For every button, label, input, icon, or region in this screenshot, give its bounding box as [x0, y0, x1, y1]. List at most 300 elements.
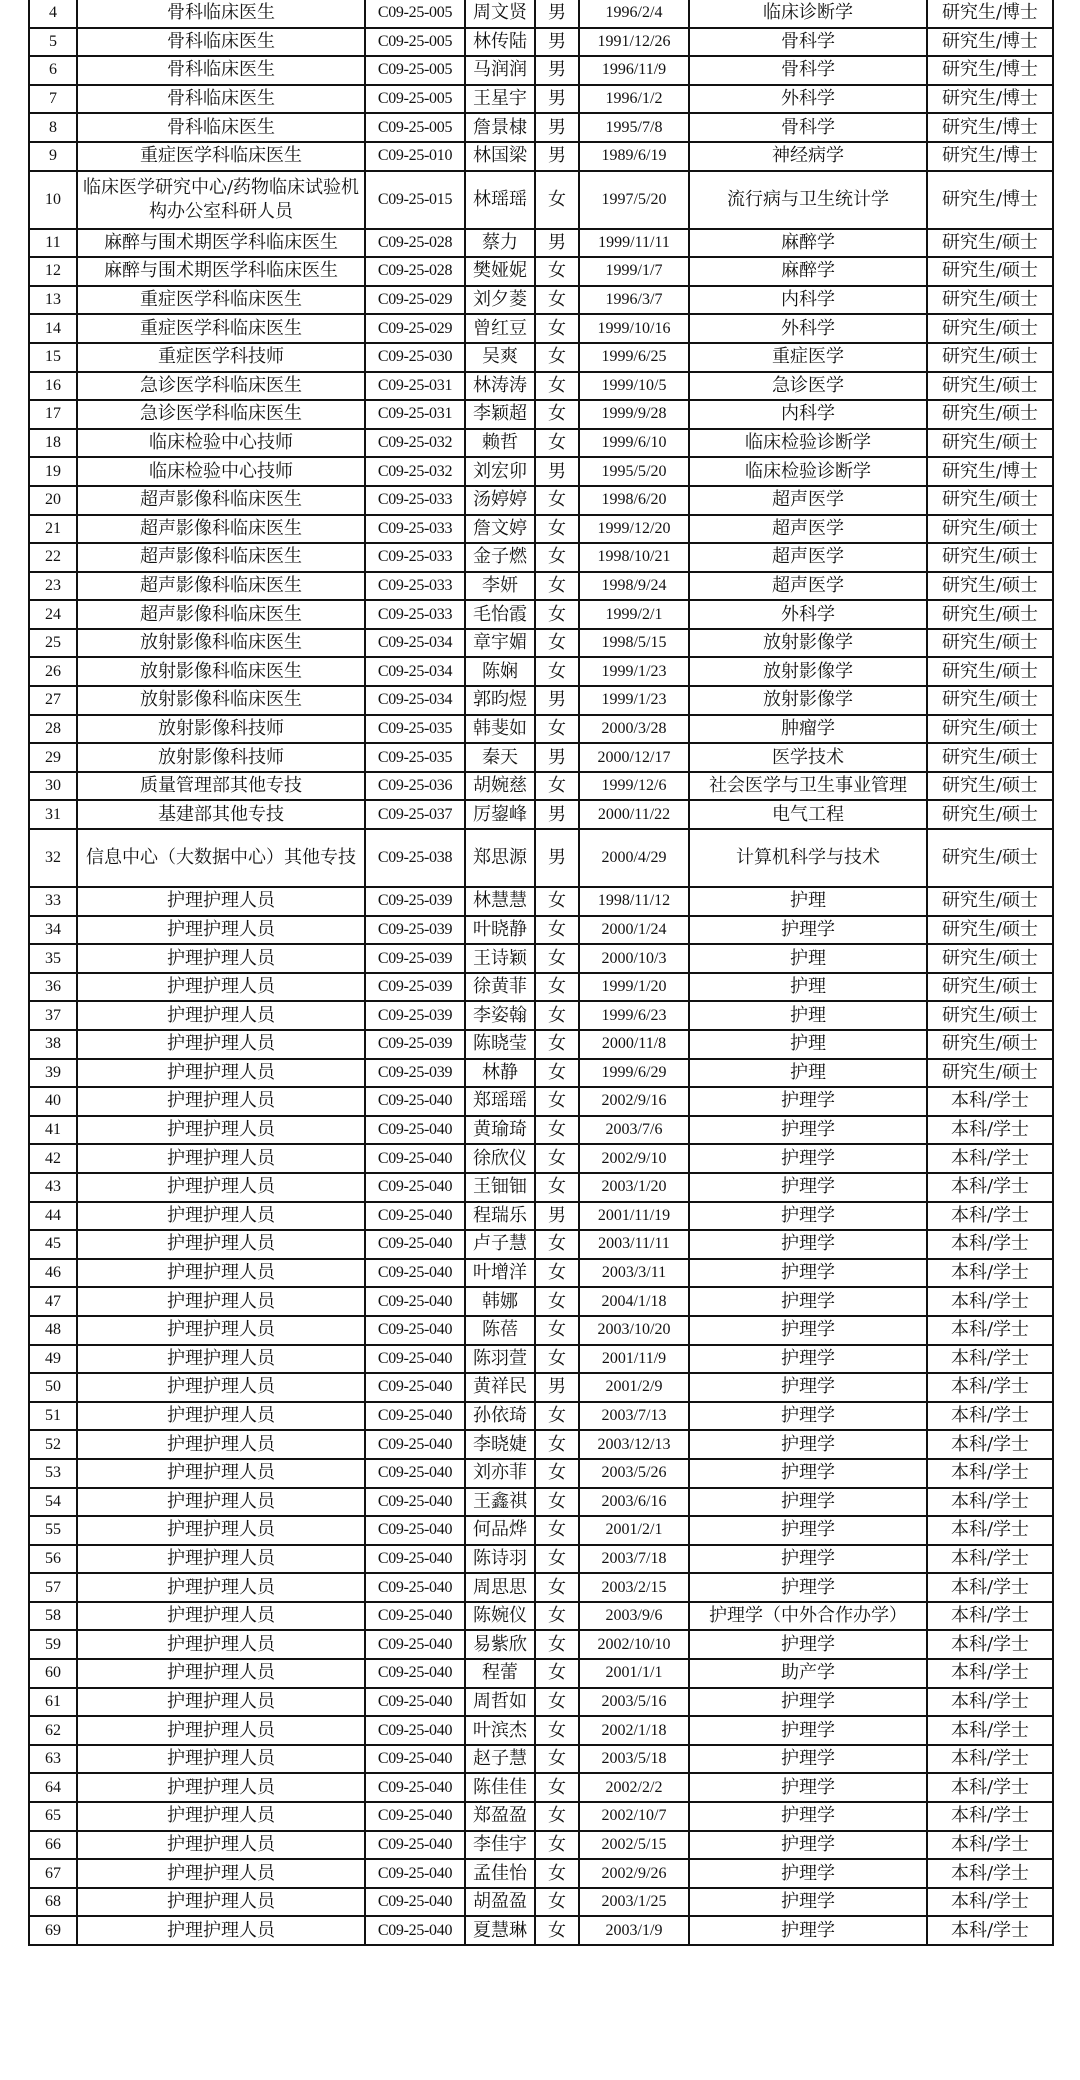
candidate-table: [28, 0, 1054, 1946]
cell-major: 护理学: [689, 1545, 927, 1574]
cell-position-code: C09-25-040: [365, 1916, 465, 1945]
cell-degree: 研究生/硕士: [927, 973, 1053, 1002]
cell-position: 护理护理人员: [77, 1459, 365, 1488]
cell-index: 29: [29, 743, 77, 772]
cell-gender: 女: [535, 629, 579, 658]
cell-index: 63: [29, 1745, 77, 1774]
table-body: [29, 0, 1053, 1945]
cell-index: 21: [29, 515, 77, 544]
table-row: [29, 1516, 1053, 1545]
cell-name: 孙依琦: [465, 1402, 535, 1431]
cell-birth-date: 2003/9/6: [579, 1602, 689, 1631]
cell-major: 护理学: [689, 1802, 927, 1831]
cell-birth-date: 1998/6/20: [579, 486, 689, 515]
cell-position-code: C09-25-040: [365, 1259, 465, 1288]
cell-major: 骨科学: [689, 56, 927, 85]
cell-degree: 研究生/硕士: [927, 343, 1053, 372]
table-row: [29, 257, 1053, 286]
cell-position: 护理护理人员: [77, 1545, 365, 1574]
cell-major: 护理学: [689, 1688, 927, 1717]
cell-position-code: C09-25-039: [365, 1001, 465, 1030]
cell-position: 护理护理人员: [77, 1630, 365, 1659]
cell-position-code: C09-25-040: [365, 1373, 465, 1402]
table-row: [29, 916, 1053, 945]
table-row: [29, 1059, 1053, 1088]
cell-position: 护理护理人员: [77, 1488, 365, 1517]
cell-degree: 研究生/博士: [927, 171, 1053, 229]
cell-degree: 研究生/博士: [927, 142, 1053, 171]
cell-name: 胡盈盈: [465, 1888, 535, 1917]
cell-gender: 女: [535, 343, 579, 372]
cell-degree: 研究生/博士: [927, 56, 1053, 85]
cell-gender: 男: [535, 800, 579, 829]
cell-position: 护理护理人员: [77, 1773, 365, 1802]
cell-position-code: C09-25-028: [365, 229, 465, 258]
cell-index: 41: [29, 1116, 77, 1145]
cell-position-code: C09-25-034: [365, 686, 465, 715]
cell-name: 徐欣仪: [465, 1144, 535, 1173]
cell-major: 超声医学: [689, 543, 927, 572]
cell-gender: 女: [535, 1402, 579, 1431]
cell-degree: 研究生/硕士: [927, 944, 1053, 973]
cell-gender: 女: [535, 1688, 579, 1717]
table-row: [29, 1688, 1053, 1717]
cell-position: 放射影像科临床医生: [77, 686, 365, 715]
cell-name: 赵子慧: [465, 1745, 535, 1774]
table-row: [29, 1545, 1053, 1574]
cell-degree: 本科/学士: [927, 1573, 1053, 1602]
cell-name: 叶晓静: [465, 916, 535, 945]
cell-index: 39: [29, 1059, 77, 1088]
cell-position: 护理护理人员: [77, 1916, 365, 1945]
cell-position: 护理护理人员: [77, 1659, 365, 1688]
cell-degree: 本科/学士: [927, 1173, 1053, 1202]
cell-name: 叶增洋: [465, 1259, 535, 1288]
cell-position: 护理护理人员: [77, 1173, 365, 1202]
cell-position-code: C09-25-039: [365, 1030, 465, 1059]
cell-major: 护理学: [689, 1859, 927, 1888]
cell-name: 刘亦菲: [465, 1459, 535, 1488]
cell-index: 7: [29, 85, 77, 114]
cell-birth-date: 1999/6/10: [579, 429, 689, 458]
cell-major: 护理学: [689, 1287, 927, 1316]
cell-position-code: C09-25-033: [365, 600, 465, 629]
cell-degree: 研究生/硕士: [927, 657, 1053, 686]
cell-birth-date: 1999/12/20: [579, 515, 689, 544]
table-row: [29, 772, 1053, 801]
cell-position-code: C09-25-034: [365, 657, 465, 686]
cell-degree: 本科/学士: [927, 1116, 1053, 1145]
cell-position-code: C09-25-033: [365, 543, 465, 572]
cell-name: 蔡力: [465, 229, 535, 258]
table-row: [29, 715, 1053, 744]
cell-birth-date: 2000/10/3: [579, 944, 689, 973]
cell-major: 电气工程: [689, 800, 927, 829]
cell-name: 郑思源: [465, 829, 535, 887]
cell-position: 护理护理人员: [77, 1087, 365, 1116]
cell-birth-date: 1999/6/25: [579, 343, 689, 372]
cell-position-code: C09-25-040: [365, 1888, 465, 1917]
cell-position: 护理护理人员: [77, 1430, 365, 1459]
cell-position-code: C09-25-033: [365, 486, 465, 515]
cell-name: 林涛涛: [465, 372, 535, 401]
cell-major: 麻醉学: [689, 257, 927, 286]
cell-position-code: C09-25-033: [365, 515, 465, 544]
cell-gender: 女: [535, 1659, 579, 1688]
cell-position: 护理护理人员: [77, 1373, 365, 1402]
cell-degree: 本科/学士: [927, 1459, 1053, 1488]
cell-gender: 男: [535, 28, 579, 57]
table-row: [29, 1831, 1053, 1860]
cell-index: 45: [29, 1230, 77, 1259]
cell-position: 骨科临床医生: [77, 56, 365, 85]
cell-degree: 研究生/硕士: [927, 887, 1053, 916]
cell-degree: 研究生/博士: [927, 85, 1053, 114]
cell-gender: 女: [535, 600, 579, 629]
cell-birth-date: 2000/3/28: [579, 715, 689, 744]
cell-position: 骨科临床医生: [77, 28, 365, 57]
cell-gender: 女: [535, 1602, 579, 1631]
cell-position-code: C09-25-031: [365, 372, 465, 401]
cell-index: 35: [29, 944, 77, 973]
cell-position-code: C09-25-040: [365, 1230, 465, 1259]
cell-major: 超声医学: [689, 486, 927, 515]
table-row: [29, 1716, 1053, 1745]
cell-index: 40: [29, 1087, 77, 1116]
table-row: [29, 1402, 1053, 1431]
cell-name: 章宇媚: [465, 629, 535, 658]
cell-birth-date: 2002/9/26: [579, 1859, 689, 1888]
cell-degree: 研究生/博士: [927, 113, 1053, 142]
cell-name: 樊娅妮: [465, 257, 535, 286]
cell-position-code: C09-25-040: [365, 1716, 465, 1745]
cell-birth-date: 1996/2/4: [579, 0, 689, 28]
cell-index: 11: [29, 229, 77, 258]
table-row: [29, 1373, 1053, 1402]
cell-birth-date: 1996/1/2: [579, 85, 689, 114]
cell-degree: 本科/学士: [927, 1087, 1053, 1116]
table-row: [29, 1116, 1053, 1145]
cell-birth-date: 1999/11/11: [579, 229, 689, 258]
cell-degree: 研究生/博士: [927, 457, 1053, 486]
table-row: [29, 1602, 1053, 1631]
cell-position: 护理护理人员: [77, 1688, 365, 1717]
cell-name: 陈婉仪: [465, 1602, 535, 1631]
table-row: [29, 1430, 1053, 1459]
cell-index: 38: [29, 1030, 77, 1059]
cell-gender: 男: [535, 229, 579, 258]
cell-major: 护理学: [689, 916, 927, 945]
cell-index: 54: [29, 1488, 77, 1517]
cell-position-code: C09-25-035: [365, 743, 465, 772]
cell-birth-date: 2001/11/19: [579, 1202, 689, 1231]
cell-major: 重症医学: [689, 343, 927, 372]
cell-position: 护理护理人员: [77, 1202, 365, 1231]
cell-degree: 研究生/硕士: [927, 800, 1053, 829]
cell-name: 黄祥民: [465, 1373, 535, 1402]
cell-name: 马润润: [465, 56, 535, 85]
cell-name: 程蕾: [465, 1659, 535, 1688]
cell-degree: 研究生/硕士: [927, 629, 1053, 658]
cell-index: 33: [29, 887, 77, 916]
cell-index: 30: [29, 772, 77, 801]
cell-degree: 研究生/硕士: [927, 686, 1053, 715]
cell-index: 46: [29, 1259, 77, 1288]
cell-name: 林瑶瑶: [465, 171, 535, 229]
cell-gender: 女: [535, 887, 579, 916]
cell-position-code: C09-25-040: [365, 1659, 465, 1688]
cell-name: 厉鋆峰: [465, 800, 535, 829]
table-row: [29, 887, 1053, 916]
cell-degree: 本科/学士: [927, 1916, 1053, 1945]
cell-position: 护理护理人员: [77, 1345, 365, 1374]
cell-degree: 本科/学士: [927, 1602, 1053, 1631]
cell-position-code: C09-25-040: [365, 1173, 465, 1202]
cell-index: 13: [29, 286, 77, 315]
cell-degree: 本科/学士: [927, 1888, 1053, 1917]
cell-name: 陈佳佳: [465, 1773, 535, 1802]
cell-name: 韩斐如: [465, 715, 535, 744]
cell-gender: 女: [535, 1059, 579, 1088]
cell-name: 林慧慧: [465, 887, 535, 916]
cell-position: 临床检验中心技师: [77, 429, 365, 458]
cell-degree: 本科/学士: [927, 1773, 1053, 1802]
cell-name: 赖哲: [465, 429, 535, 458]
cell-degree: 研究生/硕士: [927, 600, 1053, 629]
cell-name: 郑盈盈: [465, 1802, 535, 1831]
cell-name: 周思思: [465, 1573, 535, 1602]
cell-degree: 本科/学士: [927, 1516, 1053, 1545]
cell-gender: 女: [535, 286, 579, 315]
table-row: [29, 743, 1053, 772]
cell-major: 临床诊断学: [689, 0, 927, 28]
cell-major: 外科学: [689, 85, 927, 114]
cell-degree: 研究生/硕士: [927, 1059, 1053, 1088]
cell-position-code: C09-25-040: [365, 1402, 465, 1431]
cell-index: 58: [29, 1602, 77, 1631]
table-row: [29, 1916, 1053, 1945]
cell-position-code: C09-25-040: [365, 1202, 465, 1231]
cell-position-code: C09-25-028: [365, 257, 465, 286]
cell-degree: 研究生/硕士: [927, 772, 1053, 801]
cell-index: 48: [29, 1316, 77, 1345]
cell-gender: 女: [535, 944, 579, 973]
cell-position-code: C09-25-035: [365, 715, 465, 744]
cell-index: 67: [29, 1859, 77, 1888]
cell-gender: 女: [535, 314, 579, 343]
cell-degree: 本科/学士: [927, 1287, 1053, 1316]
cell-degree: 研究生/硕士: [927, 286, 1053, 315]
table-row: [29, 429, 1053, 458]
cell-index: 60: [29, 1659, 77, 1688]
cell-birth-date: 2003/3/11: [579, 1259, 689, 1288]
cell-degree: 本科/学士: [927, 1345, 1053, 1374]
cell-position: 麻醉与围术期医学科临床医生: [77, 257, 365, 286]
cell-position: 护理护理人员: [77, 1888, 365, 1917]
cell-position: 超声影像科临床医生: [77, 572, 365, 601]
cell-birth-date: 2002/10/10: [579, 1630, 689, 1659]
cell-birth-date: 1998/9/24: [579, 572, 689, 601]
cell-index: 69: [29, 1916, 77, 1945]
table-row: [29, 1316, 1053, 1345]
cell-major: 临床检验诊断学: [689, 457, 927, 486]
cell-degree: 研究生/硕士: [927, 229, 1053, 258]
table-row: [29, 171, 1053, 229]
cell-name: 周哲如: [465, 1688, 535, 1717]
cell-degree: 本科/学士: [927, 1402, 1053, 1431]
cell-position-code: C09-25-040: [365, 1602, 465, 1631]
cell-position-code: C09-25-031: [365, 400, 465, 429]
cell-position-code: C09-25-040: [365, 1430, 465, 1459]
cell-gender: 男: [535, 85, 579, 114]
cell-name: 叶滨杰: [465, 1716, 535, 1745]
cell-birth-date: 1998/5/15: [579, 629, 689, 658]
table-row: [29, 1001, 1053, 1030]
cell-position: 骨科临床医生: [77, 113, 365, 142]
cell-position-code: C09-25-036: [365, 772, 465, 801]
cell-gender: 女: [535, 1573, 579, 1602]
candidate-list-document: [28, 0, 1052, 1946]
cell-major: 急诊医学: [689, 372, 927, 401]
cell-birth-date: 1999/1/23: [579, 657, 689, 686]
cell-degree: 研究生/硕士: [927, 1030, 1053, 1059]
cell-position: 护理护理人员: [77, 1316, 365, 1345]
cell-position: 超声影像科临床医生: [77, 515, 365, 544]
cell-major: 放射影像学: [689, 657, 927, 686]
cell-birth-date: 2003/7/13: [579, 1402, 689, 1431]
cell-name: 夏慧琳: [465, 1916, 535, 1945]
cell-index: 34: [29, 916, 77, 945]
cell-major: 外科学: [689, 314, 927, 343]
cell-degree: 研究生/硕士: [927, 515, 1053, 544]
cell-degree: 研究生/硕士: [927, 257, 1053, 286]
cell-major: 社会医学与卫生事业管理: [689, 772, 927, 801]
cell-major: 超声医学: [689, 515, 927, 544]
cell-birth-date: 2002/1/18: [579, 1716, 689, 1745]
table-row: [29, 85, 1053, 114]
cell-position: 信息中心（大数据中心）其他专技: [77, 829, 365, 887]
cell-degree: 本科/学士: [927, 1230, 1053, 1259]
table-row: [29, 1630, 1053, 1659]
table-row: [29, 400, 1053, 429]
cell-birth-date: 2003/10/20: [579, 1316, 689, 1345]
cell-degree: 研究生/硕士: [927, 572, 1053, 601]
cell-name: 林静: [465, 1059, 535, 1088]
table-row: [29, 486, 1053, 515]
cell-birth-date: 1996/11/9: [579, 56, 689, 85]
cell-position: 超声影像科临床医生: [77, 543, 365, 572]
table-row: [29, 686, 1053, 715]
cell-birth-date: 2003/1/9: [579, 1916, 689, 1945]
cell-index: 23: [29, 572, 77, 601]
cell-position-code: C09-25-039: [365, 1059, 465, 1088]
table-row: [29, 1659, 1053, 1688]
table-row: [29, 28, 1053, 57]
cell-degree: 本科/学士: [927, 1745, 1053, 1774]
cell-birth-date: 2003/11/11: [579, 1230, 689, 1259]
cell-major: 护理学: [689, 1716, 927, 1745]
cell-degree: 本科/学士: [927, 1259, 1053, 1288]
cell-gender: 女: [535, 1287, 579, 1316]
cell-major: 护理学（中外合作办学）: [689, 1602, 927, 1631]
cell-gender: 女: [535, 973, 579, 1002]
cell-gender: 女: [535, 1259, 579, 1288]
table-row: [29, 515, 1053, 544]
cell-major: 护理: [689, 1001, 927, 1030]
cell-major: 护理学: [689, 1144, 927, 1173]
cell-name: 程瑞乐: [465, 1202, 535, 1231]
cell-position-code: C09-25-040: [365, 1859, 465, 1888]
cell-index: 15: [29, 343, 77, 372]
cell-birth-date: 2002/2/2: [579, 1773, 689, 1802]
table-row: [29, 629, 1053, 658]
cell-birth-date: 2002/10/7: [579, 1802, 689, 1831]
cell-gender: 女: [535, 1345, 579, 1374]
cell-index: 47: [29, 1287, 77, 1316]
cell-position: 护理护理人员: [77, 1230, 365, 1259]
cell-major: 临床检验诊断学: [689, 429, 927, 458]
cell-position-code: C09-25-032: [365, 429, 465, 458]
cell-position: 护理护理人员: [77, 1573, 365, 1602]
cell-gender: 女: [535, 1173, 579, 1202]
cell-degree: 研究生/博士: [927, 0, 1053, 28]
cell-index: 12: [29, 257, 77, 286]
cell-position-code: C09-25-029: [365, 286, 465, 315]
cell-position-code: C09-25-040: [365, 1287, 465, 1316]
table-row: [29, 56, 1053, 85]
cell-degree: 研究生/硕士: [927, 715, 1053, 744]
cell-gender: 男: [535, 0, 579, 28]
cell-position: 护理护理人员: [77, 1745, 365, 1774]
cell-major: 内科学: [689, 400, 927, 429]
cell-index: 8: [29, 113, 77, 142]
cell-birth-date: 1998/11/12: [579, 887, 689, 916]
cell-gender: 女: [535, 1430, 579, 1459]
cell-major: 护理学: [689, 1459, 927, 1488]
cell-name: 李颖超: [465, 400, 535, 429]
cell-index: 5: [29, 28, 77, 57]
cell-name: 金子燃: [465, 543, 535, 572]
cell-birth-date: 2003/5/16: [579, 1688, 689, 1717]
cell-birth-date: 2003/7/6: [579, 1116, 689, 1145]
cell-major: 骨科学: [689, 28, 927, 57]
cell-position: 超声影像科临床医生: [77, 600, 365, 629]
cell-degree: 本科/学士: [927, 1144, 1053, 1173]
cell-birth-date: 1995/5/20: [579, 457, 689, 486]
cell-major: 护理学: [689, 1745, 927, 1774]
cell-gender: 女: [535, 1916, 579, 1945]
cell-index: 4: [29, 0, 77, 28]
cell-gender: 女: [535, 1459, 579, 1488]
cell-gender: 女: [535, 515, 579, 544]
cell-birth-date: 2001/11/9: [579, 1345, 689, 1374]
cell-position: 护理护理人员: [77, 1859, 365, 1888]
cell-name: 王星宇: [465, 85, 535, 114]
table-row: [29, 1173, 1053, 1202]
cell-index: 17: [29, 400, 77, 429]
cell-degree: 本科/学士: [927, 1545, 1053, 1574]
cell-position: 临床医学研究中心/药物临床试验机构办公室科研人员: [77, 171, 365, 229]
cell-major: 助产学: [689, 1659, 927, 1688]
cell-major: 护理: [689, 1059, 927, 1088]
cell-index: 56: [29, 1545, 77, 1574]
cell-position: 护理护理人员: [77, 916, 365, 945]
cell-degree: 研究生/硕士: [927, 429, 1053, 458]
cell-birth-date: 1996/3/7: [579, 286, 689, 315]
cell-gender: 男: [535, 457, 579, 486]
cell-name: 李佳宇: [465, 1831, 535, 1860]
cell-position-code: C09-25-030: [365, 343, 465, 372]
